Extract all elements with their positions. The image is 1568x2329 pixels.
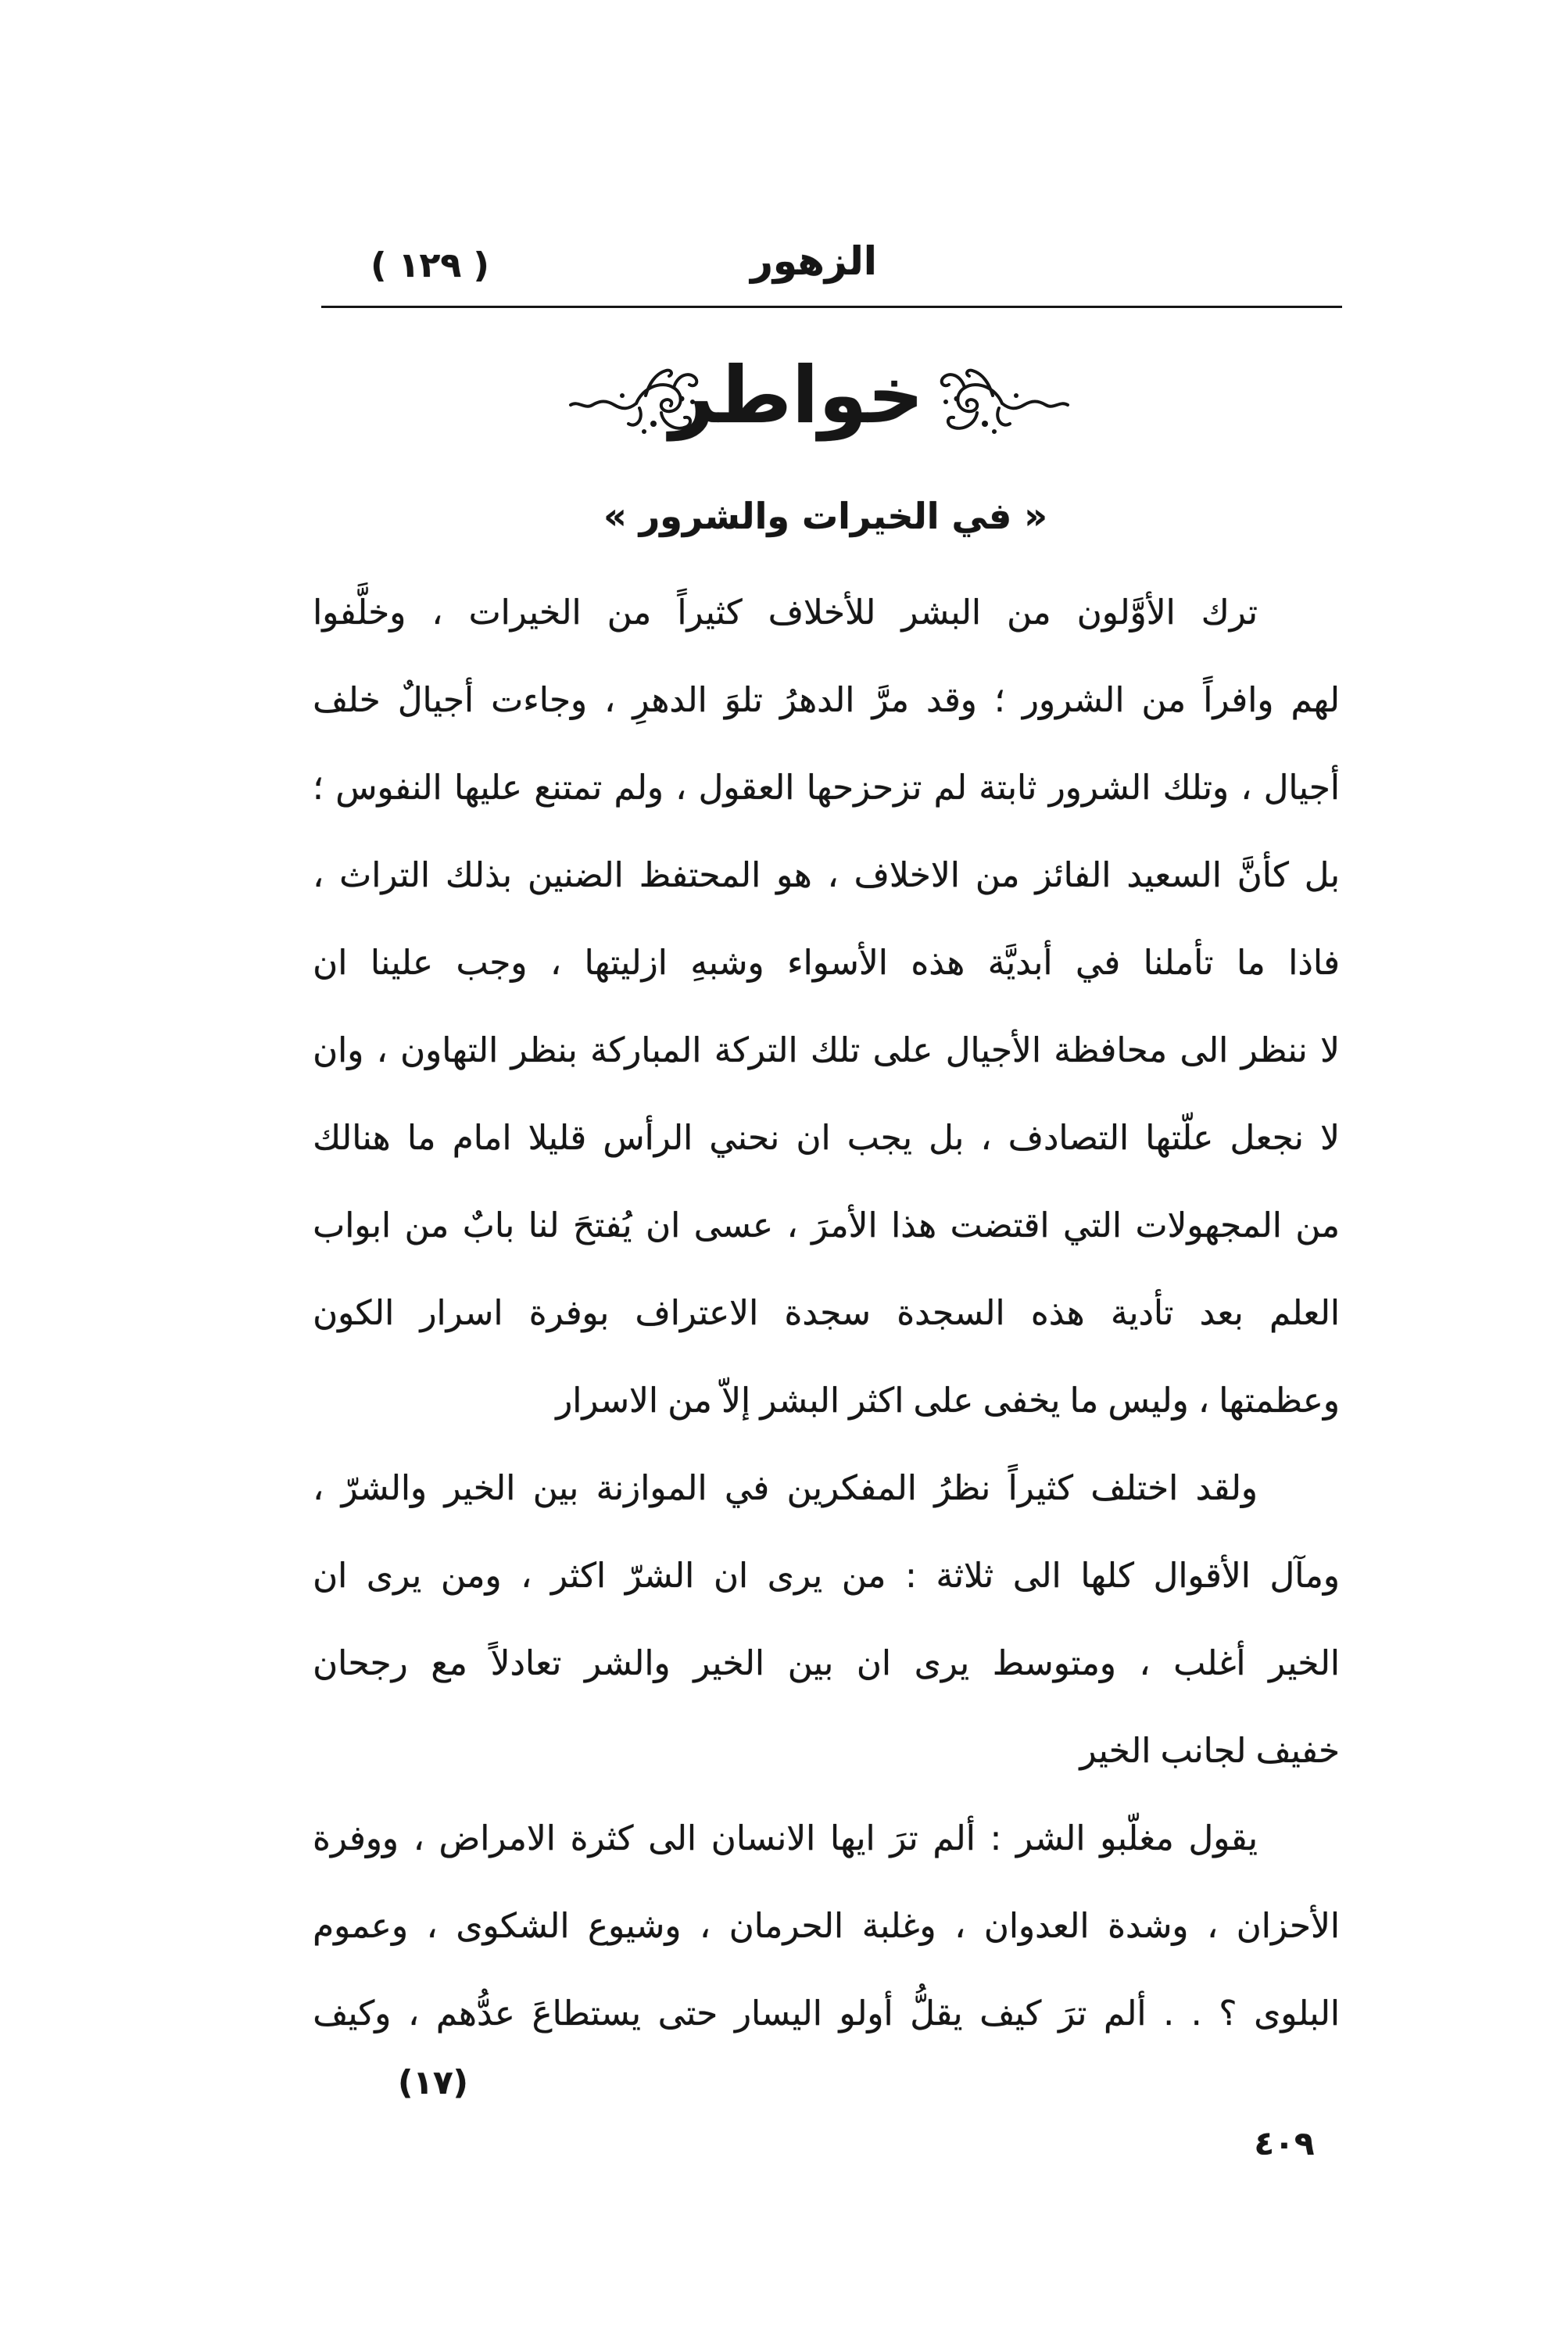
word: مغلّبو	[1100, 1818, 1174, 1858]
word: يستطاعَ	[532, 1993, 641, 2033]
word: ألم	[933, 1818, 976, 1858]
word: ووفرة	[313, 1818, 399, 1858]
text-line	[313, 919, 1340, 1006]
word: هذه	[1030, 1292, 1085, 1333]
word: تأملنا	[1143, 942, 1214, 983]
word: نظرُ	[934, 1467, 991, 1508]
word: النفوس	[335, 767, 442, 808]
word: الامراض	[439, 1818, 556, 1858]
word: من	[841, 1555, 886, 1596]
word: وشيوع	[588, 1905, 682, 1946]
word: المحتفظ	[639, 855, 761, 895]
text-line	[313, 1006, 1340, 1094]
word: للأخلاف	[768, 592, 876, 632]
word: كثيراً	[1008, 1467, 1073, 1508]
word: ،	[1240, 767, 1252, 808]
word: ،	[827, 855, 839, 895]
word: يخفى	[983, 1380, 1061, 1421]
word: وكيف	[313, 1993, 392, 2033]
flourish-right-icon	[938, 357, 1071, 439]
word: من	[975, 855, 1020, 895]
word: اسرار	[420, 1292, 503, 1333]
word: ثلاثة	[936, 1555, 994, 1596]
word: ؛	[993, 679, 1005, 720]
word: العقول	[698, 767, 795, 808]
word: تمتنع	[534, 767, 603, 808]
text-line	[313, 1269, 1340, 1356]
word: علّتها	[1145, 1117, 1214, 1158]
word: تأدية	[1110, 1292, 1174, 1333]
word: ومن	[440, 1555, 502, 1596]
article-subtitle: « في الخيرات والشرور »	[603, 495, 1047, 537]
word: أجيال	[1263, 767, 1340, 808]
word: بعد	[1199, 1292, 1244, 1333]
text-line	[313, 656, 1340, 743]
word: يرى	[366, 1555, 422, 1596]
word: من	[607, 592, 652, 632]
text-line	[313, 1094, 1340, 1181]
word: الخير	[1269, 1643, 1340, 1683]
word: الخير	[693, 1643, 765, 1683]
word: الدهرِ	[632, 679, 707, 720]
word: ترك	[1201, 592, 1258, 632]
word: وشبهِ	[690, 942, 764, 983]
word: خفيف	[1255, 1730, 1340, 1771]
word: وخلَّفوا	[313, 592, 406, 632]
folio-number: ٤٠٩	[1254, 2124, 1315, 2162]
word: حتى	[657, 1993, 718, 2033]
paragraph	[313, 1794, 1340, 2057]
word: اليسار	[734, 1993, 822, 2033]
word: ومتوسط	[992, 1643, 1116, 1683]
word: ،	[604, 679, 616, 720]
word: العلم	[1269, 1292, 1340, 1333]
word: في	[724, 1467, 770, 1508]
word: كثيراً	[677, 592, 743, 632]
word: وجاءت	[491, 679, 588, 720]
word: ؟	[1219, 1993, 1237, 2033]
word: ثابتة	[979, 767, 1037, 808]
word: بل	[929, 1117, 965, 1158]
word: يُفتحَ	[573, 1205, 632, 1245]
word: هو	[776, 855, 812, 895]
word: تلوَ	[724, 679, 763, 720]
word: .	[1163, 1993, 1175, 2033]
word: ،	[700, 1905, 711, 1946]
word: ،	[980, 1117, 992, 1158]
text-line	[313, 831, 1340, 919]
text-line	[313, 1794, 1258, 1882]
word: الأوَّلون	[1076, 592, 1176, 632]
word: ،	[413, 1818, 424, 1858]
word: اكثر	[551, 1555, 607, 1596]
text-line	[313, 1532, 1340, 1619]
word: ما	[1069, 1380, 1099, 1421]
word: اقتضت	[950, 1205, 1050, 1245]
word: التصادف	[1008, 1117, 1129, 1158]
word: عدُّهم	[435, 1993, 515, 2033]
word: ؛	[313, 767, 324, 808]
word: كيف	[979, 1993, 1042, 2033]
word: ان	[313, 942, 348, 983]
word: الأحزان	[1236, 1905, 1340, 1946]
text-line	[313, 1444, 1258, 1532]
word: الاخلاف	[854, 855, 960, 895]
word: من	[1007, 592, 1051, 632]
word: محافظة	[1054, 1030, 1168, 1070]
text-line	[313, 1619, 1340, 1707]
word: هذا	[891, 1205, 937, 1245]
word: الأمرَ	[811, 1205, 878, 1245]
word: لم	[933, 767, 968, 808]
word: تلك	[810, 1030, 861, 1070]
text-line	[313, 743, 1340, 831]
running-title: الزهور	[750, 238, 877, 284]
word: في	[1076, 942, 1121, 983]
word: من	[404, 1205, 449, 1245]
word: الشر	[1016, 1818, 1086, 1858]
word: التهاون	[400, 1030, 499, 1070]
word: ألم	[1104, 1993, 1147, 2033]
word: ولقد	[1195, 1467, 1258, 1508]
word: والشرّ	[341, 1467, 428, 1508]
word: ولم	[614, 767, 664, 808]
word: ايها	[829, 1818, 875, 1858]
word: مع	[431, 1643, 467, 1683]
word: الموازنة	[596, 1467, 707, 1508]
signature-mark: (١٧)	[398, 2063, 468, 2101]
word: الانسان	[711, 1818, 816, 1858]
word: تزحزحها	[806, 767, 922, 808]
word: يقلُّ	[910, 1993, 963, 2033]
word: الرأس	[603, 1117, 693, 1158]
word: التراث	[339, 855, 430, 895]
word: مرَّ	[872, 679, 909, 720]
word: وافراً	[1203, 679, 1274, 720]
header-rule	[321, 306, 1342, 308]
word: ما	[406, 1117, 436, 1158]
word: كأنَّ	[1237, 855, 1289, 895]
word: ،	[426, 1905, 438, 1946]
word: على	[872, 1030, 933, 1070]
word: اكثر	[849, 1380, 904, 1421]
word: ان	[796, 1117, 831, 1158]
word: ،	[675, 767, 687, 808]
text-line	[313, 1356, 1340, 1444]
text-line	[313, 1882, 1340, 1969]
word: بابٌ	[462, 1205, 515, 1245]
word: التي	[1062, 1205, 1122, 1245]
word: ،	[313, 855, 324, 895]
word: الخير	[444, 1467, 516, 1508]
word: كثرة	[570, 1818, 634, 1858]
word: لجانب	[1160, 1730, 1247, 1771]
word: فاذا	[1288, 942, 1340, 983]
word: بوفرة	[528, 1292, 610, 1333]
paragraph	[313, 568, 1340, 1444]
word: أولو	[839, 1993, 893, 2033]
word: :	[905, 1555, 917, 1596]
word: ،	[1139, 1643, 1151, 1683]
word: الأجيال	[945, 1030, 1041, 1070]
word: ترَ	[890, 1818, 918, 1858]
word: نجعل	[1230, 1117, 1304, 1158]
word: ،	[954, 1905, 966, 1946]
word: رجحان	[313, 1643, 408, 1683]
text-line	[313, 1181, 1340, 1269]
word: الكون	[313, 1292, 395, 1333]
text-line	[313, 1969, 1340, 2057]
word: السعيد	[1126, 855, 1222, 895]
word: ننظر	[1240, 1030, 1308, 1070]
word: علينا	[370, 942, 433, 983]
text-line	[313, 568, 1258, 656]
word: أغلب	[1173, 1643, 1246, 1683]
word: بين	[787, 1643, 834, 1683]
word: أجيالٌ	[397, 679, 474, 720]
word: خلف	[313, 679, 381, 720]
word: لا	[1320, 1117, 1340, 1158]
word: البلوى	[1254, 1993, 1340, 2033]
word: ،	[1207, 1905, 1219, 1946]
word: وغلبة	[861, 1905, 936, 1946]
text-line	[313, 1707, 1340, 1794]
word: ان	[713, 1555, 749, 1596]
word: من	[668, 1380, 712, 1421]
word: وعظمتها	[1219, 1380, 1340, 1421]
word: الفائز	[1035, 855, 1112, 895]
article-title: خواطر	[669, 349, 924, 441]
word: الضنين	[527, 855, 624, 895]
word: .	[1190, 1993, 1202, 2033]
word: ،	[1197, 1380, 1210, 1421]
word: وشدة	[1108, 1905, 1189, 1946]
word: يرى	[914, 1643, 970, 1683]
word: كلها	[1080, 1555, 1134, 1596]
word: لا	[1320, 1030, 1340, 1070]
word: لنا	[528, 1205, 560, 1245]
word: ان	[856, 1643, 892, 1683]
word: المفكرين	[786, 1467, 917, 1508]
word: وليس	[1108, 1380, 1189, 1421]
word: الى	[1012, 1555, 1061, 1596]
word: الحرمان	[729, 1905, 844, 1946]
word: الخيرات	[468, 592, 582, 632]
word: ،	[521, 1555, 532, 1596]
page-number: ( ١٢٩ )	[371, 245, 489, 285]
word: إلاّ	[721, 1380, 751, 1421]
word: عليها	[453, 767, 523, 808]
word: الخير	[1079, 1730, 1151, 1771]
word: ،	[550, 942, 562, 983]
word: بنظر	[510, 1030, 578, 1070]
word: ،	[376, 1030, 388, 1070]
word: المجهولات	[1135, 1205, 1282, 1245]
word: الى	[1180, 1030, 1229, 1070]
word: الشكوى	[456, 1905, 570, 1946]
word: وجب	[456, 942, 528, 983]
word: ،	[408, 1993, 420, 2033]
word: الدهرُ	[780, 679, 855, 720]
word: ان	[313, 1555, 348, 1596]
word: بين	[532, 1467, 579, 1508]
word: ترَ	[1058, 1993, 1087, 2033]
word: المباركة	[590, 1030, 702, 1070]
word: وقد	[926, 679, 977, 720]
word: ومآل	[1269, 1555, 1340, 1596]
word: والشر	[585, 1643, 671, 1683]
word: الشرور	[1048, 767, 1151, 808]
word: ان	[646, 1205, 681, 1245]
word: أبديَّة	[987, 942, 1053, 983]
word: سجدة	[784, 1292, 871, 1333]
word: على	[913, 1380, 974, 1421]
word: الشرور	[1022, 679, 1125, 720]
word: ازليتها	[584, 942, 668, 983]
word: امام	[452, 1117, 512, 1158]
word: هذه	[911, 942, 965, 983]
word: الأسواء	[787, 942, 888, 983]
word: هنالك	[313, 1117, 391, 1158]
word: :	[990, 1818, 1002, 1858]
word: يجب	[847, 1117, 912, 1158]
word: بذلك	[445, 855, 513, 895]
word: البشر	[901, 592, 982, 632]
word: بل	[1304, 855, 1340, 895]
word: ،	[786, 1205, 798, 1245]
word: ،	[313, 1467, 324, 1508]
word: يقول	[1188, 1818, 1258, 1858]
word: وتلك	[1162, 767, 1230, 808]
word: تعادلاً	[490, 1643, 562, 1683]
paragraph	[313, 1444, 1340, 1794]
word: ابواب	[313, 1205, 392, 1245]
word: ما	[1237, 942, 1265, 983]
article-body	[313, 568, 1340, 2057]
word: عسى	[693, 1205, 774, 1245]
word: البشر	[760, 1380, 839, 1421]
word: الشرّ	[625, 1555, 695, 1596]
word: الاسرار	[556, 1380, 659, 1421]
word: التركة	[714, 1030, 798, 1070]
word: وان	[313, 1030, 364, 1070]
word: السجدة	[897, 1292, 1005, 1333]
word: وعموم	[313, 1905, 409, 1946]
word: الى	[648, 1818, 697, 1858]
word: العدوان	[983, 1905, 1090, 1946]
word: لهم	[1291, 679, 1340, 720]
word: اختلف	[1090, 1467, 1179, 1508]
word: الاعتراف	[635, 1292, 759, 1333]
word: يرى	[767, 1555, 823, 1596]
word: ،	[431, 592, 443, 632]
word: من	[1295, 1205, 1340, 1245]
word: من	[1141, 679, 1187, 720]
word: نحني	[709, 1117, 780, 1158]
word: قليلا	[528, 1117, 587, 1158]
word: الأقوال	[1153, 1555, 1251, 1596]
